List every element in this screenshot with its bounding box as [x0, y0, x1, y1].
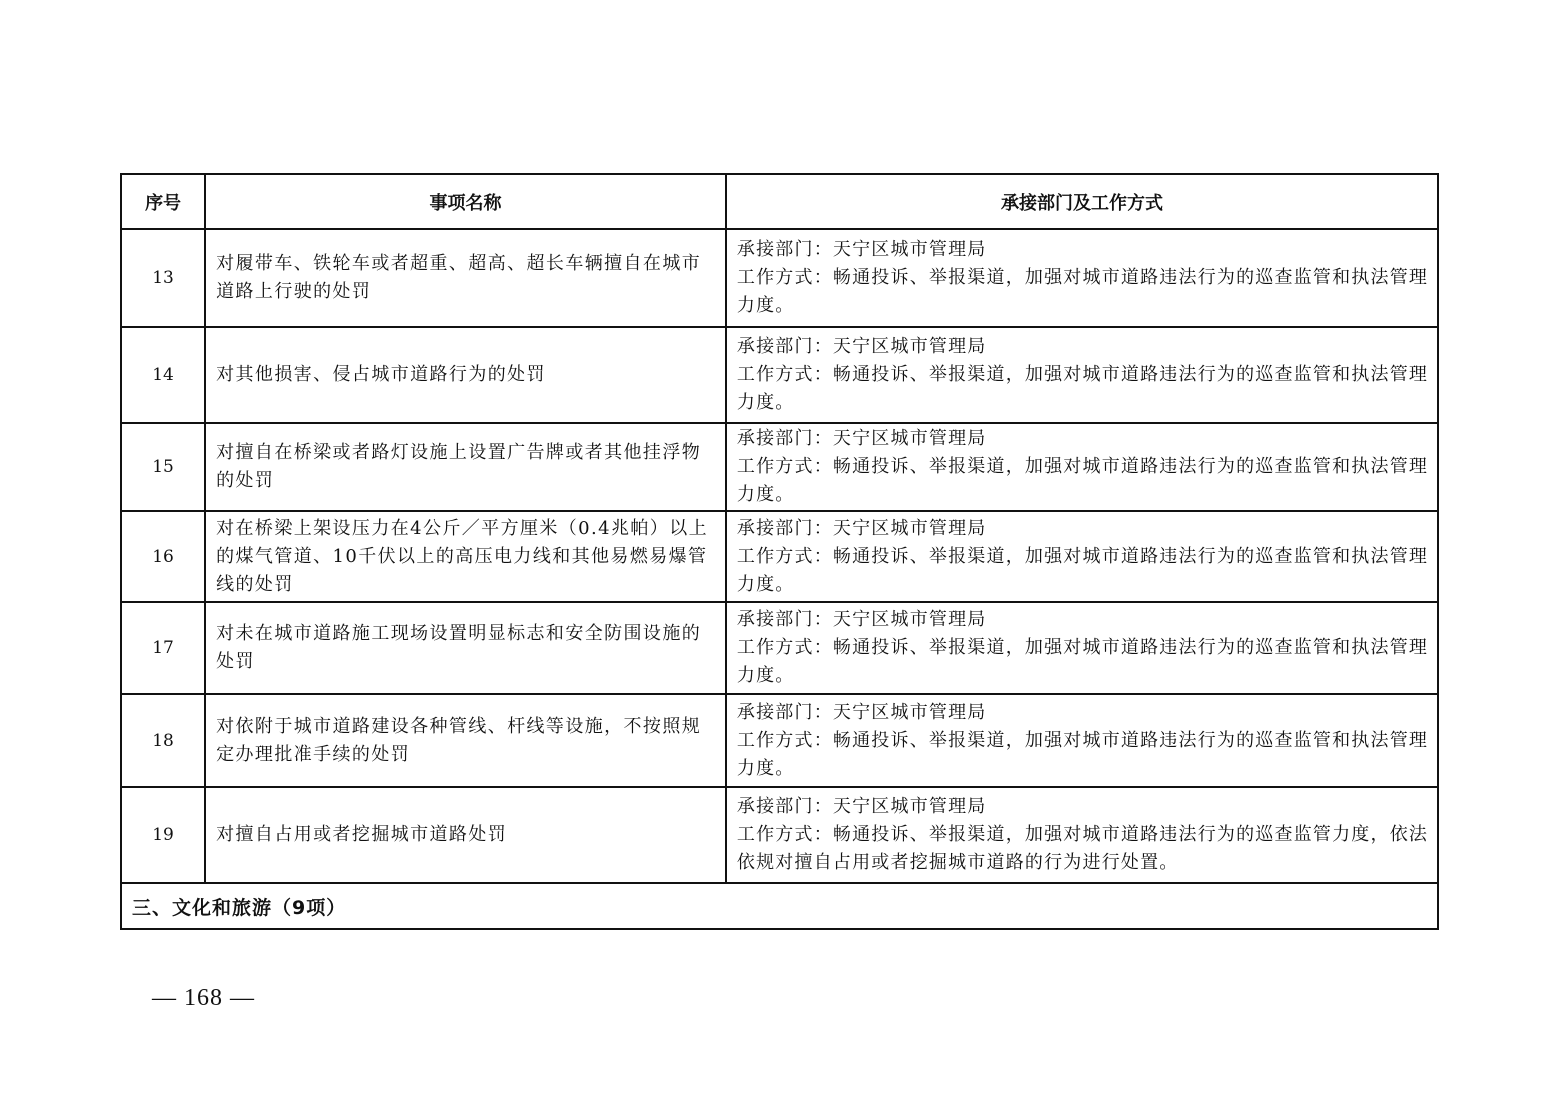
method-line: 工作方式：畅通投诉、举报渠道，加强对城市道路违法行为的巡查监管和执法管理 [736, 456, 1429, 477]
department-method-cell [726, 511, 1438, 602]
method-line-continued: 力度。 [736, 665, 795, 686]
serial-number-cell: 19 [121, 787, 205, 883]
department-method-cell [726, 229, 1438, 327]
matter-name-cell: 对擅自占用或者挖掘城市道路处罚 [205, 787, 726, 883]
matter-name-cell: 对未在城市道路施工现场设置明显标志和安全防围设施的处罚 [205, 602, 726, 694]
header-serial-number: 序号 [121, 174, 205, 229]
method-line-continued: 依规对擅自占用或者挖掘城市道路的行为进行处置。 [736, 852, 1179, 873]
matter-name-cell: 对履带车、铁轮车或者超重、超高、超长车辆擅自在城市道路上行驶的处罚 [205, 229, 726, 327]
serial-number-cell: 17 [121, 602, 205, 694]
department-method-cell [726, 694, 1438, 787]
department-method-cell [726, 423, 1438, 511]
table-header-row [121, 174, 1438, 229]
matter-name-cell: 对擅自在桥梁或者路灯设施上设置广告牌或者其他挂浮物的处罚 [205, 423, 726, 511]
table-row [121, 423, 1438, 511]
table-row [121, 694, 1438, 787]
method-line-continued: 力度。 [736, 757, 795, 779]
section-heading: 三、文化和旅游（9项） [121, 883, 1438, 929]
serial-number-cell: 16 [121, 511, 205, 602]
table-row [121, 787, 1438, 883]
section-heading-row [121, 883, 1438, 929]
method-line-continued: 力度。 [736, 573, 795, 595]
department-line: 承接部门：天宁区城市管理局 [736, 701, 987, 723]
method-line-continued: 力度。 [736, 392, 795, 413]
matter-name-cell: 对其他损害、侵占城市道路行为的处罚 [205, 327, 726, 423]
method-line: 工作方式：畅通投诉、举报渠道，加强对城市道路违法行为的巡查监管和执法管理 [736, 267, 1429, 288]
department-line: 承接部门：天宁区城市管理局 [736, 336, 987, 357]
department-line: 承接部门：天宁区城市管理局 [736, 517, 987, 539]
serial-number-cell: 13 [121, 229, 205, 327]
table-row [121, 602, 1438, 694]
serial-number-cell: 15 [121, 423, 205, 511]
department-line: 承接部门：天宁区城市管理局 [736, 428, 987, 449]
table-row [121, 229, 1438, 327]
matter-name-cell: 对依附于城市道路建设各种管线、杆线等设施，不按照规定办理批准手续的处罚 [205, 694, 726, 787]
header-department-and-method: 承接部门及工作方式 [726, 174, 1438, 229]
serial-number-cell: 18 [121, 694, 205, 787]
table-row [121, 327, 1438, 423]
header-matter-name: 事项名称 [205, 174, 726, 229]
department-method-cell [726, 327, 1438, 423]
method-line: 工作方式：畅通投诉、举报渠道，加强对城市道路违法行为的巡查监管和执法管理 [736, 545, 1429, 567]
method-line: 工作方式：畅通投诉、举报渠道，加强对城市道路违法行为的巡查监管和执法管理 [736, 729, 1429, 751]
matter-name-cell: 对在桥梁上架设压力在4公斤／平方厘米（0.4兆帕）以上的煤气管道、10千伏以上的高压电力线和其他易燃易爆管线的处罚 [205, 511, 726, 602]
department-line: 承接部门：天宁区城市管理局 [736, 239, 987, 260]
serial-number-cell: 14 [121, 327, 205, 423]
department-method-cell [726, 787, 1438, 883]
method-line: 工作方式：畅通投诉、举报渠道，加强对城市道路违法行为的巡查监管力度，依法 [736, 824, 1429, 845]
method-line: 工作方式：畅通投诉、举报渠道，加强对城市道路违法行为的巡查监管和执法管理 [736, 364, 1429, 385]
method-line: 工作方式：畅通投诉、举报渠道，加强对城市道路违法行为的巡查监管和执法管理 [736, 637, 1429, 658]
method-line-continued: 力度。 [736, 295, 795, 316]
table-row [121, 511, 1438, 602]
department-line: 承接部门：天宁区城市管理局 [736, 609, 987, 630]
method-line-continued: 力度。 [736, 484, 795, 505]
department-line: 承接部门：天宁区城市管理局 [736, 796, 987, 817]
page-number: — 168 — [152, 985, 255, 1011]
matters-table [120, 173, 1439, 930]
department-method-cell [726, 602, 1438, 694]
